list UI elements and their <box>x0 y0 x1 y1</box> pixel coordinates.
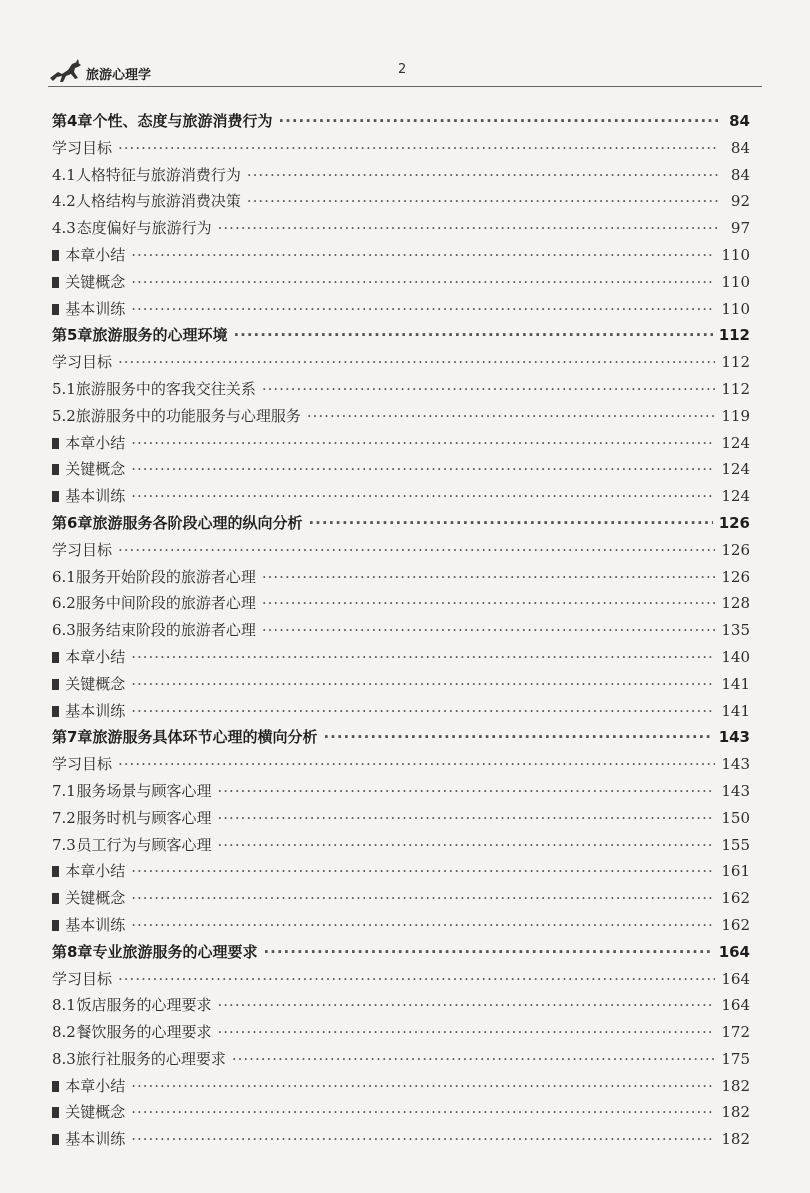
toc-page-number: 126 <box>721 567 750 586</box>
toc-entry-section[interactable] <box>52 617 750 644</box>
toc-entry-item[interactable] <box>52 1099 750 1126</box>
toc-entry-title: 学习目标 <box>52 755 113 774</box>
toc-entry-item[interactable] <box>52 456 750 483</box>
toc-page-number: 110 <box>721 299 750 318</box>
dot-leader <box>131 644 715 671</box>
dot-leader <box>218 832 716 859</box>
toc-entry-section[interactable] <box>52 188 750 215</box>
square-bullet-icon <box>52 438 59 449</box>
toc-page-number: 84 <box>730 138 750 157</box>
header-divider <box>48 86 762 87</box>
toc-entry-objective[interactable] <box>52 135 750 162</box>
toc-entry-title: 本章小结 <box>65 433 126 452</box>
toc-entry-title: 服务场景与顾客心理 <box>76 781 212 800</box>
toc-page-number: 92 <box>730 192 750 211</box>
square-bullet-icon <box>52 464 59 475</box>
toc-page-number: 150 <box>721 808 750 827</box>
square-bullet-icon <box>52 491 59 502</box>
toc-entry-title: 旅游服务中的功能服务与心理服务 <box>75 406 301 425</box>
toc-entry-section[interactable] <box>52 992 750 1019</box>
toc-entry-title: 学习目标 <box>52 138 113 157</box>
square-bullet-icon <box>52 893 59 904</box>
toc-page-number: 128 <box>721 594 750 613</box>
toc-entry-section[interactable] <box>52 590 750 617</box>
toc-entry-number: 第7章 <box>52 728 93 747</box>
toc-entry-section[interactable] <box>52 403 750 430</box>
toc-page-number: 162 <box>721 915 750 934</box>
dot-leader <box>131 483 715 510</box>
dot-leader <box>308 510 712 537</box>
toc-entry-number: 7.3 <box>52 835 76 854</box>
toc-page-number: 182 <box>721 1103 750 1122</box>
dot-leader <box>131 269 715 296</box>
toc-entry-number: 第4章 <box>52 112 93 130</box>
dot-leader <box>218 805 716 832</box>
toc-page-number: 182 <box>721 1076 750 1095</box>
toc-entry-item[interactable] <box>52 671 750 698</box>
dot-leader <box>263 939 712 966</box>
toc-entry-number: 6.1 <box>52 567 76 586</box>
square-bullet-icon <box>52 706 59 717</box>
dot-leader <box>218 1019 716 1046</box>
toc-page-number: 162 <box>721 889 750 908</box>
toc-entry-section[interactable] <box>52 162 750 189</box>
toc-entry-number: 6.2 <box>52 594 76 613</box>
toc-entry-number: 7.2 <box>52 808 76 827</box>
toc-entry-item[interactable] <box>52 1126 750 1153</box>
toc-entry-title: 服务开始阶段的旅游者心理 <box>75 567 256 586</box>
toc-entry-title: 旅游服务各阶段心理的纵向分析 <box>92 513 303 532</box>
toc-page-number: 124 <box>721 433 750 452</box>
dot-leader <box>262 376 715 403</box>
toc-entry-chapter[interactable] <box>52 939 750 966</box>
dot-leader <box>131 1126 715 1153</box>
dot-leader <box>131 912 715 939</box>
toc-entry-section[interactable] <box>52 805 750 832</box>
toc-page-number: 84 <box>730 165 750 184</box>
square-bullet-icon <box>52 679 59 690</box>
book-title: 旅游心理学 <box>86 68 152 83</box>
toc-page-number: 124 <box>721 460 750 479</box>
dot-leader <box>131 456 715 483</box>
toc-entry-item[interactable] <box>52 269 750 296</box>
dot-leader <box>131 858 715 885</box>
toc-entry-title: 学习目标 <box>52 969 113 988</box>
toc-entry-title: 旅游服务的心理环境 <box>92 326 228 345</box>
toc-page-number: 164 <box>721 969 750 988</box>
dot-leader <box>218 215 718 242</box>
dot-leader <box>131 296 715 323</box>
dot-leader <box>323 724 712 751</box>
toc-page-number: 164 <box>718 942 750 961</box>
square-bullet-icon <box>52 1134 59 1145</box>
toc-entry-number: 第8章 <box>52 942 93 961</box>
toc-page-number: 97 <box>730 219 750 238</box>
toc-entry-title: 服务时机与顾客心理 <box>76 808 212 827</box>
toc-entry-title: 专业旅游服务的心理要求 <box>92 942 258 961</box>
dot-leader <box>232 1046 715 1073</box>
toc-entry-objective[interactable] <box>52 537 750 564</box>
toc-entry-chapter[interactable] <box>52 724 750 751</box>
table-of-contents <box>52 108 750 1153</box>
toc-entry-title: 基本训练 <box>65 1130 126 1149</box>
toc-entry-section[interactable] <box>52 832 750 859</box>
dot-leader <box>131 1073 715 1100</box>
square-bullet-icon <box>52 277 59 288</box>
dot-leader <box>131 1099 715 1126</box>
toc-page-number: 141 <box>721 674 750 693</box>
toc-entry-number: 7.1 <box>52 781 76 800</box>
toc-entry-title: 关键概念 <box>65 674 126 693</box>
toc-entry-title: 旅游服务中的客我交往关系 <box>75 379 256 398</box>
toc-entry-item[interactable] <box>52 430 750 457</box>
square-bullet-icon <box>52 1107 59 1118</box>
toc-entry-item[interactable] <box>52 296 750 323</box>
toc-entry-section[interactable] <box>52 778 750 805</box>
toc-entry-title: 基本训练 <box>65 487 126 506</box>
dot-leader <box>307 403 715 430</box>
dot-leader <box>262 617 715 644</box>
toc-page-number: 110 <box>721 245 750 264</box>
toc-entry-item[interactable] <box>52 698 750 725</box>
toc-entry-section[interactable] <box>52 376 750 403</box>
toc-page-number: 143 <box>721 755 750 774</box>
toc-entry-chapter[interactable] <box>52 322 750 349</box>
toc-entry-title: 学习目标 <box>52 353 113 372</box>
toc-entry-objective[interactable] <box>52 751 750 778</box>
toc-entry-number: 4.2 <box>52 192 76 211</box>
toc-entry-item[interactable] <box>52 858 750 885</box>
square-bullet-icon <box>52 866 59 877</box>
toc-entry-title: 本章小结 <box>65 245 126 264</box>
dot-leader <box>233 322 712 349</box>
toc-page-number: 124 <box>721 487 750 506</box>
toc-entry-item[interactable] <box>52 1073 750 1100</box>
toc-entry-chapter[interactable] <box>52 510 750 537</box>
toc-page-number: 126 <box>721 540 750 559</box>
toc-page-number: 110 <box>721 272 750 291</box>
toc-entry-title: 本章小结 <box>65 647 126 666</box>
toc-entry-item[interactable] <box>52 483 750 510</box>
toc-entry-title: 人格结构与旅游消费决策 <box>75 192 241 211</box>
toc-entry-number: 8.2 <box>52 1023 76 1042</box>
toc-entry-objective[interactable] <box>52 966 750 993</box>
toc-entry-title: 基本训练 <box>65 701 126 720</box>
page-header <box>48 56 762 90</box>
toc-entry-title: 关键概念 <box>65 272 126 291</box>
toc-entry-number: 第6章 <box>52 513 93 532</box>
dot-leader <box>131 242 715 269</box>
toc-entry-item[interactable] <box>52 644 750 671</box>
toc-entry-section[interactable] <box>52 564 750 591</box>
square-bullet-icon <box>52 1081 59 1092</box>
toc-entry-title: 个性、态度与旅游消费行为 <box>92 112 273 130</box>
dot-leader <box>247 188 718 215</box>
toc-page-number: 126 <box>718 513 750 532</box>
dot-leader <box>118 135 718 162</box>
toc-entry-title: 本章小结 <box>65 1076 126 1095</box>
toc-page-number: 175 <box>721 1049 750 1068</box>
dot-leader <box>131 885 715 912</box>
toc-page-number: 161 <box>721 862 750 881</box>
dot-leader <box>247 162 718 189</box>
toc-page-number: 135 <box>721 621 750 640</box>
toc-entry-number: 8.1 <box>52 996 76 1015</box>
dot-leader <box>131 430 715 457</box>
toc-entry-title: 基本训练 <box>65 915 126 934</box>
toc-entry-title: 基本训练 <box>65 299 126 318</box>
toc-entry-number: 6.3 <box>52 621 76 640</box>
toc-entry-title: 关键概念 <box>65 1103 126 1122</box>
page-number: 2 <box>398 62 407 77</box>
toc-entry-title: 旅行社服务的心理要求 <box>75 1049 226 1068</box>
dot-leader <box>218 992 716 1019</box>
toc-entry-title: 本章小结 <box>65 862 126 881</box>
toc-page-number: 119 <box>721 406 750 425</box>
dot-leader <box>118 349 715 376</box>
horse-logo-icon <box>48 56 86 86</box>
toc-entry-number: 第5章 <box>52 326 93 345</box>
toc-entry-number: 5.1 <box>52 379 76 398</box>
toc-page-number: 182 <box>721 1130 750 1149</box>
square-bullet-icon <box>52 304 59 315</box>
toc-page-number: 140 <box>721 647 750 666</box>
toc-entry-chapter[interactable] <box>52 108 750 135</box>
dot-leader <box>278 108 718 135</box>
dot-leader <box>118 537 715 564</box>
toc-entry-item[interactable] <box>52 242 750 269</box>
toc-page-number: 112 <box>718 326 750 345</box>
toc-page-number: 84 <box>729 112 750 130</box>
toc-page-number: 143 <box>721 781 750 800</box>
toc-entry-item[interactable] <box>52 885 750 912</box>
dot-leader <box>118 751 715 778</box>
toc-entry-title: 饭店服务的心理要求 <box>76 996 212 1015</box>
toc-entry-section[interactable] <box>52 215 750 242</box>
dot-leader <box>262 564 715 591</box>
dot-leader <box>218 778 716 805</box>
dot-leader <box>131 698 715 725</box>
toc-entry-title: 关键概念 <box>65 460 126 479</box>
toc-page-number: 141 <box>721 701 750 720</box>
toc-entry-title: 关键概念 <box>65 889 126 908</box>
toc-entry-title: 旅游服务具体环节心理的横向分析 <box>92 728 318 747</box>
toc-entry-title: 态度偏好与旅游行为 <box>76 219 212 238</box>
toc-page-number: 112 <box>721 379 750 398</box>
toc-page-number: 143 <box>718 728 750 747</box>
toc-page-number: 112 <box>721 353 750 372</box>
toc-entry-title: 服务中间阶段的旅游者心理 <box>75 594 256 613</box>
toc-entry-title: 餐饮服务的心理要求 <box>76 1023 212 1042</box>
dot-leader <box>131 671 715 698</box>
square-bullet-icon <box>52 652 59 663</box>
dot-leader <box>262 590 715 617</box>
toc-entry-title: 人格特征与旅游消费行为 <box>75 165 241 184</box>
dot-leader <box>118 966 715 993</box>
toc-entry-section[interactable] <box>52 1019 750 1046</box>
toc-entry-title: 服务结束阶段的旅游者心理 <box>75 621 256 640</box>
toc-entry-objective[interactable] <box>52 349 750 376</box>
toc-entry-number: 4.1 <box>52 165 76 184</box>
toc-entry-section[interactable] <box>52 1046 750 1073</box>
toc-entry-number: 8.3 <box>52 1049 76 1068</box>
toc-entry-number: 4.3 <box>52 219 76 238</box>
toc-entry-title: 员工行为与顾客心理 <box>76 835 212 854</box>
toc-entry-number: 5.2 <box>52 406 76 425</box>
toc-entry-item[interactable] <box>52 912 750 939</box>
toc-page-number: 164 <box>721 996 750 1015</box>
toc-entry-title: 学习目标 <box>52 540 113 559</box>
toc-page-number: 155 <box>721 835 750 854</box>
square-bullet-icon <box>52 250 59 261</box>
square-bullet-icon <box>52 920 59 931</box>
toc-page-number: 172 <box>721 1023 750 1042</box>
